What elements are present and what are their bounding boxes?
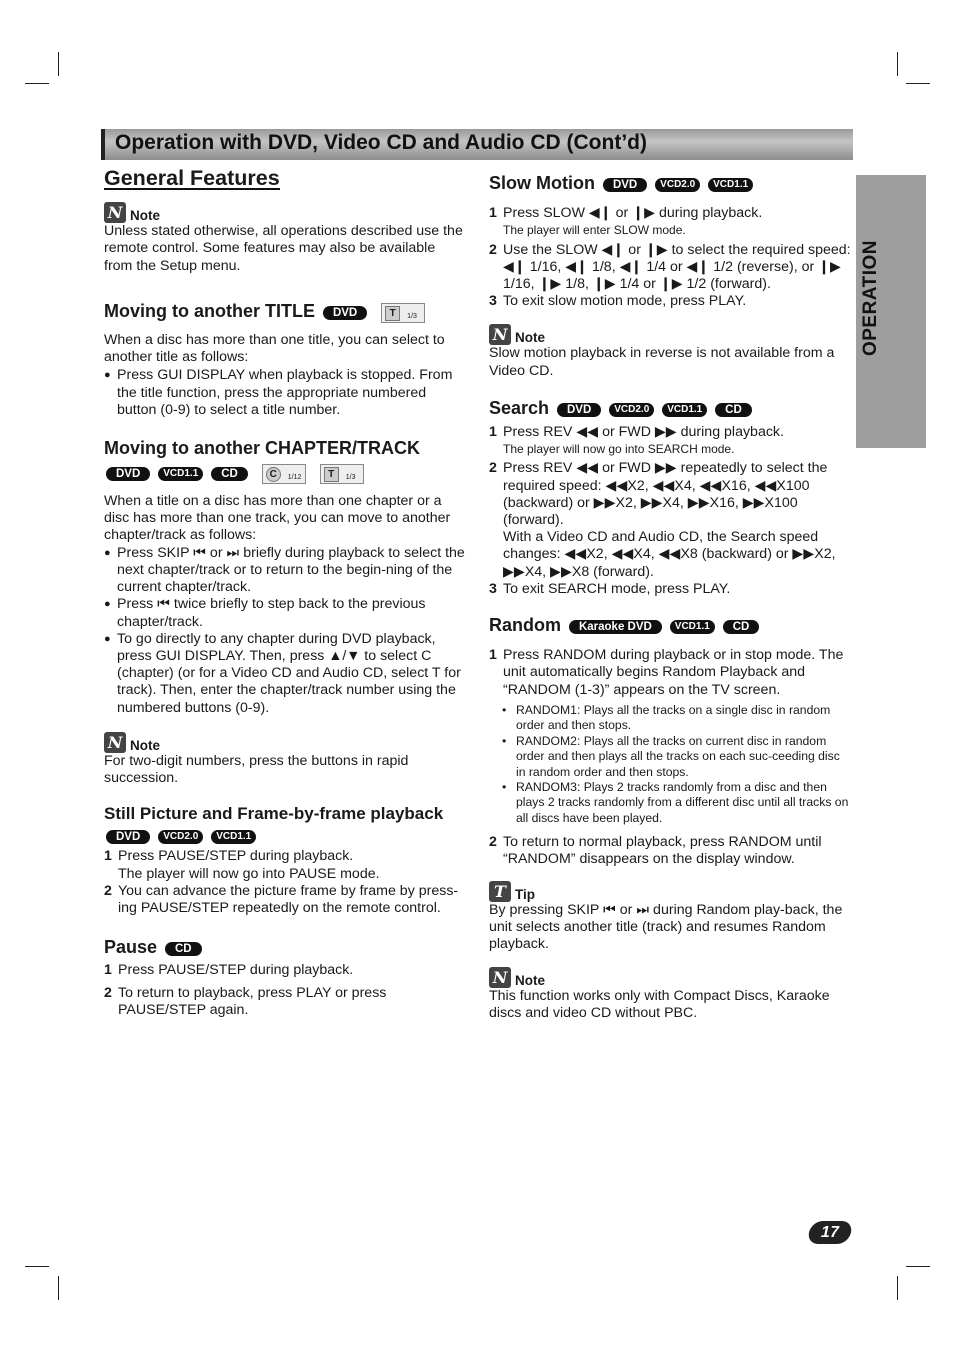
step-text: Use the SLOW ◀❙ or ❙▶ to select the required speed: ◀❙ 1/16, ◀❙ 1/8, ◀❙ 1/4 or ◀❙ 1/2 (reverse), or ❙▶ 1/16, ❙▶ 1/8, ❙▶ 1/4 or ❙▶ 1/2 (forward). [503, 241, 851, 293]
disc-badge: CD [723, 620, 760, 634]
step-text: Press SLOW ◀❙ or ❙▶ during playback. [503, 205, 763, 222]
random-mode-list [489, 703, 851, 826]
step-list [104, 848, 466, 917]
crop-mark [25, 83, 49, 84]
title-icon: T [385, 306, 400, 321]
step-item [489, 834, 851, 868]
chapter-icon: C [266, 467, 281, 482]
crop-mark [58, 1276, 59, 1300]
step-item [489, 293, 851, 310]
step-number: 1 [489, 205, 497, 222]
title-icon: T [324, 467, 339, 482]
disc-badge: VCD2.0 [609, 403, 654, 417]
crop-mark [897, 1276, 898, 1300]
step-text: To return to playback, press PLAY or press PAUSE/STEP again. [118, 984, 387, 1018]
disc-badge: DVD [557, 403, 601, 417]
bullet-list [104, 545, 466, 717]
section-heading: Moving to another TITLE [104, 300, 315, 321]
slow-heading-row [489, 172, 851, 194]
step-list [489, 424, 851, 598]
step-number: 1 [489, 424, 497, 441]
step-item [104, 985, 466, 1019]
page-title: General Features [104, 166, 280, 190]
page-number: 17 [807, 1221, 854, 1244]
banner-title: Operation with DVD, Video CD and Audio CD (Cont’d) [115, 131, 647, 154]
step-text: To return to normal playback, press RANDOM until “RANDOM” disappears on the display window. [503, 834, 822, 868]
disc-badge: DVD [603, 178, 647, 192]
section-heading: Search [489, 397, 550, 418]
badge-row [104, 464, 466, 484]
side-tab [856, 175, 926, 448]
list-item: • RANDOM1: Plays all the tracks on a single disc in random order and then stops. [489, 703, 851, 734]
step-item [489, 460, 851, 580]
note-icon: N [489, 324, 511, 345]
crop-mark [25, 1266, 49, 1267]
step-text: Press REV ◀◀ or FWD ▶▶ during playback. [503, 424, 784, 441]
step-text-continued: The player will now go into PAUSE mode. [118, 865, 380, 882]
disc-badge: VCD1.1 [662, 403, 707, 417]
title-section-heading-row [104, 300, 466, 323]
side-tab-label: OPERATION [860, 240, 881, 357]
osd-title-display [320, 464, 364, 484]
step-number: 2 [489, 834, 497, 851]
list-item: ● Press SKIP ⏮ or ⏭ briefly during playback to select the next chapter/track or to return to the begin-ning of the current chapter/track. [104, 545, 466, 597]
osd-title-display [381, 303, 425, 323]
step-text: Press PAUSE/STEP during playback. [118, 848, 354, 865]
step-text: Press PAUSE/STEP during playback. [118, 962, 354, 979]
disc-badge: VCD2.0 [158, 830, 203, 844]
list-item: ● To go directly to any chapter during DVD playback, press GUI DISPLAY. Then, press ▲/▼ to select C (chapter) (or for a Video CD and Audio CD, select T for track). Then, enter the chapter/track number using the numbered buttons (0-9). [104, 631, 466, 717]
step-list [489, 205, 851, 310]
step-number: 3 [489, 293, 497, 310]
step-item [489, 647, 851, 699]
step-list [489, 647, 851, 699]
osd-value: 1/3 [407, 313, 417, 321]
section-heading: Pause [104, 937, 158, 958]
osd-value: 1/12 [287, 474, 302, 482]
step-text: To exit slow motion mode, press PLAY. [503, 293, 747, 310]
random-heading-row [489, 614, 851, 636]
note-text: For two-digit numbers, press the buttons in rapid succession. [104, 752, 409, 786]
section-banner [101, 129, 853, 160]
disc-badge: CD [715, 403, 752, 417]
step-number: 1 [489, 647, 497, 664]
list-item: • RANDOM2: Plays all the tracks on current disc in random order and then plays all the tracks on each suc-ceeding disc in random order and then stops. [489, 734, 851, 780]
disc-badge: DVD [323, 306, 367, 320]
step-item [489, 581, 851, 598]
step-item [489, 424, 851, 458]
step-text: You can advance the picture frame by frame by press-ing PAUSE/STEP repeatedly on the remote control. [118, 882, 459, 916]
osd-chapter-display [262, 464, 306, 484]
note-header [104, 202, 466, 223]
disc-badge: VCD1.1 [670, 620, 715, 634]
note-text: Slow motion playback in reverse is not available from a Video CD. [489, 345, 835, 379]
step-item [489, 205, 851, 239]
note-icon: N [104, 202, 126, 223]
step-number: 2 [489, 460, 497, 477]
note-label: Note [515, 973, 545, 989]
crop-mark [58, 52, 59, 76]
note-header [104, 732, 466, 753]
crop-mark [906, 1266, 930, 1267]
section-heading: Moving to another CHAPTER/TRACK [104, 438, 420, 459]
section-heading: Still Picture and Frame-by-frame playback [104, 804, 444, 824]
disc-badge: DVD [106, 830, 150, 844]
step-text-continued: With a Video CD and Audio CD, the Search speed changes: ◀◀X2, ◀◀X4, ◀◀X8 (backward) or ▶▶X2, ▶▶X4, ▶▶X8 (forward). [503, 529, 836, 580]
step-item [104, 962, 466, 979]
step-number: 2 [104, 882, 112, 899]
step-list [104, 962, 466, 1019]
disc-badge: Karaoke DVD [569, 620, 662, 634]
left-column [104, 166, 466, 1019]
note-header [489, 324, 851, 345]
disc-badge: CD [211, 467, 248, 481]
step-item [104, 883, 466, 917]
list-item: ● Press GUI DISPLAY when playback is stopped. From the title function, press the appropriate numbered button (0-9) to select a title number. [104, 367, 466, 419]
note-label: Note [515, 330, 545, 346]
osd-value: 1/3 [345, 474, 356, 482]
disc-badge: DVD [106, 467, 150, 481]
search-heading-row [489, 397, 851, 419]
tip-text: By pressing SKIP ⏮ or ⏭ during Random play-back, the unit selects another title (track) and resumes Random playback. [489, 901, 843, 952]
step-number: 2 [489, 241, 497, 258]
crop-mark [897, 52, 898, 76]
list-item: ● Press ⏮ twice briefly to step back to the previous chapter/track. [104, 596, 466, 630]
disc-badge: VCD1.1 [158, 467, 203, 481]
note-text: This function works only with Compact Discs, Karaoke discs and video CD without PBC. [489, 988, 830, 1022]
step-subtext: The player will now go into SEARCH mode. [503, 442, 735, 457]
step-number: 1 [104, 848, 112, 865]
section-intro: When a title on a disc has more than one chapter or a disc has more than one track, you can move to another chapter/track as follows: [104, 493, 451, 544]
right-column [489, 172, 851, 1023]
list-item: • RANDOM3: Plays 2 tracks randomly from a disc and then plays 2 tracks randomly from a different disc until all tracks on all discs have been played. [489, 780, 851, 826]
step-item [489, 242, 851, 294]
note-icon: N [104, 732, 126, 753]
step-text: Press RANDOM during playback or in stop mode. The unit automatically begins Random Playback and “RANDOM (1-3)” appears on the TV screen. [503, 647, 844, 698]
step-text: Press REV ◀◀ or FWD ▶▶ repeatedly to select the required speed: ◀◀X2, ◀◀X4, ◀◀X16, ◀◀X100 (backward) or ▶▶X2, ▶▶X4, ▶▶X16, ▶▶X100 (forward). [503, 460, 828, 529]
bullet-list [104, 367, 466, 419]
note-icon: N [489, 967, 511, 988]
disc-badge: VCD1.1 [211, 830, 256, 844]
badge-row [104, 829, 466, 846]
pause-heading-row [104, 936, 466, 958]
step-list [489, 834, 851, 868]
step-item [104, 848, 466, 882]
tip-header [489, 881, 851, 902]
step-number: 3 [489, 580, 497, 597]
note-label: Note [130, 737, 160, 753]
section-intro: When a disc has more than one title, you can select to another title as follows: [104, 332, 445, 366]
step-subtext: The player will enter SLOW mode. [503, 223, 686, 238]
step-text: To exit SEARCH mode, press PLAY. [503, 580, 731, 597]
disc-badge: CD [165, 942, 202, 956]
step-number: 2 [104, 984, 112, 1001]
tip-icon: T [489, 881, 511, 902]
note-header [489, 967, 851, 988]
crop-mark [906, 83, 930, 84]
note-text: Unless stated otherwise, all operations described use the remote control. Some features may also be available from the Setup menu. [104, 223, 463, 274]
disc-badge: VCD2.0 [655, 178, 700, 192]
section-heading: Slow Motion [489, 173, 595, 193]
tip-label: Tip [515, 886, 535, 902]
section-heading: Random [489, 615, 561, 636]
note-label: Note [130, 208, 160, 224]
step-number: 1 [104, 962, 112, 979]
disc-badge: VCD1.1 [708, 178, 753, 192]
